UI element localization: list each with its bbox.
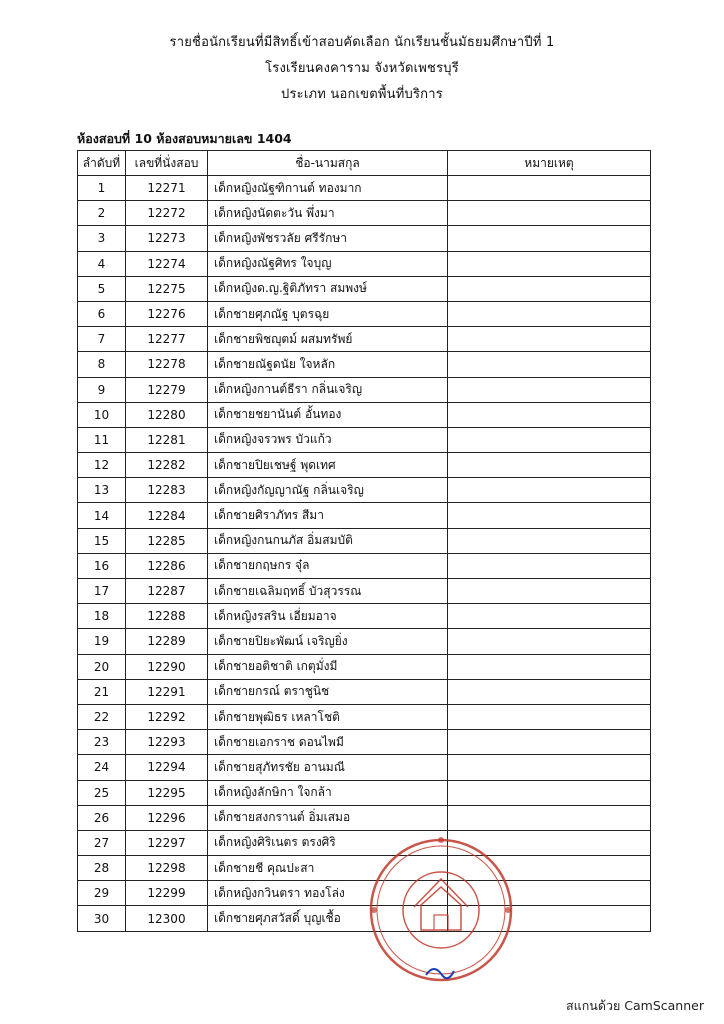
table-row (78, 251, 651, 276)
seat-number-cell: 12279 (126, 377, 208, 402)
seat-number-cell: 12272 (126, 201, 208, 226)
title-line-3: ประเภท นอกเขตพื้นที่บริการ (281, 87, 443, 102)
seat-number-cell: 12291 (126, 679, 208, 704)
row-number-cell: 3 (78, 226, 126, 251)
header-note: หมายเหตุ (448, 151, 651, 176)
table-row (78, 201, 651, 226)
note-cell (448, 276, 651, 301)
student-name-cell: เด็กชายศิราภัทร สีมา (208, 503, 448, 528)
note-cell (448, 176, 651, 201)
table-row (78, 755, 651, 780)
seat-number-cell: 12299 (126, 881, 208, 906)
seat-number-cell: 12278 (126, 352, 208, 377)
document-header (0, 30, 724, 108)
note-cell (448, 579, 651, 604)
seat-number-cell: 12285 (126, 528, 208, 553)
table-row (78, 730, 651, 755)
student-name-cell: เด็กชายศุภสวัสดิ์ บุญเชื้อ (208, 906, 448, 931)
note-cell (448, 780, 651, 805)
header-name: ชื่อ-นามสกุล (208, 151, 448, 176)
student-name-cell: เด็กชายณัฐดนัย ใจหลัก (208, 352, 448, 377)
student-name-cell: เด็กชายพุฒิธร เหลาโชติ (208, 704, 448, 729)
row-number-cell: 1 (78, 176, 126, 201)
note-cell (448, 352, 651, 377)
table-row (78, 301, 651, 326)
row-number-cell: 8 (78, 352, 126, 377)
note-cell (448, 604, 651, 629)
seat-number-cell: 12286 (126, 553, 208, 578)
row-number-cell: 28 (78, 856, 126, 881)
note-cell (448, 906, 651, 931)
seat-number-cell: 12284 (126, 503, 208, 528)
table-row (78, 503, 651, 528)
table-row (78, 528, 651, 553)
student-name-cell: เด็กชายสงกรานต์ อิ่มเสมอ (208, 805, 448, 830)
table-row (78, 553, 651, 578)
student-name-cell: เด็กหญิงกวินตรา ทองโล่ง (208, 881, 448, 906)
exam-room-label: ห้องสอบที่ 10 ห้องสอบหมายเลข 1404 (77, 131, 292, 146)
student-name-cell: เด็กชายชี คุณปะสา (208, 856, 448, 881)
row-number-cell: 4 (78, 251, 126, 276)
row-number-cell: 24 (78, 755, 126, 780)
note-cell (448, 805, 651, 830)
row-number-cell: 18 (78, 604, 126, 629)
note-cell (448, 327, 651, 352)
row-number-cell: 19 (78, 629, 126, 654)
note-cell (448, 301, 651, 326)
note-cell (448, 377, 651, 402)
student-name-cell: เด็กชายพิชญุตม์ ผสมทรัพย์ (208, 327, 448, 352)
seat-number-cell: 12289 (126, 629, 208, 654)
student-name-cell: เด็กหญิงศิริเนตร ตรงศิริ (208, 830, 448, 855)
table-row (78, 704, 651, 729)
note-cell (448, 453, 651, 478)
table-header-row (78, 151, 651, 176)
note-cell (448, 528, 651, 553)
seat-number-cell: 12275 (126, 276, 208, 301)
note-cell (448, 427, 651, 452)
student-name-cell: เด็กชายกรณ์ ตราชูนิช (208, 679, 448, 704)
note-cell (448, 402, 651, 427)
table-row (78, 276, 651, 301)
student-name-cell: เด็กหญิงลักษิกา ใจกล้า (208, 780, 448, 805)
scanner-watermark: สแกนด้วย CamScanner (566, 998, 704, 1013)
seat-number-cell: 12287 (126, 579, 208, 604)
table-row (78, 679, 651, 704)
row-number-cell: 13 (78, 478, 126, 503)
seat-number-cell: 12282 (126, 453, 208, 478)
row-number-cell: 23 (78, 730, 126, 755)
student-name-cell: เด็กชายชยานันต์ อั้นทอง (208, 402, 448, 427)
row-number-cell: 22 (78, 704, 126, 729)
student-name-cell: เด็กหญิงนัดตะวัน พึ่งมา (208, 201, 448, 226)
row-number-cell: 15 (78, 528, 126, 553)
note-cell (448, 226, 651, 251)
student-name-cell: เด็กหญิงจรวพร บัวแก้ว (208, 427, 448, 452)
seat-number-cell: 12290 (126, 654, 208, 679)
note-cell (448, 503, 651, 528)
seat-number-cell: 12271 (126, 176, 208, 201)
note-cell (448, 201, 651, 226)
table-row (78, 881, 651, 906)
seat-number-cell: 12293 (126, 730, 208, 755)
table-row (78, 377, 651, 402)
table-row (78, 352, 651, 377)
row-number-cell: 6 (78, 301, 126, 326)
row-number-cell: 12 (78, 453, 126, 478)
seat-number-cell: 12295 (126, 780, 208, 805)
student-name-cell: เด็กหญิงกานต์ธีรา กลิ่นเจริญ (208, 377, 448, 402)
note-cell (448, 856, 651, 881)
row-number-cell: 26 (78, 805, 126, 830)
seat-number-cell: 12296 (126, 805, 208, 830)
table-row (78, 579, 651, 604)
table-row (78, 654, 651, 679)
note-cell (448, 251, 651, 276)
table-row (78, 830, 651, 855)
table-row (78, 906, 651, 931)
table-row (78, 176, 651, 201)
note-cell (448, 679, 651, 704)
seat-number-cell: 12281 (126, 427, 208, 452)
student-name-cell: เด็กหญิงด.ญ.ฐิติภัทรา สมพงษ์ (208, 276, 448, 301)
note-cell (448, 881, 651, 906)
table-row (78, 604, 651, 629)
row-number-cell: 29 (78, 881, 126, 906)
row-number-cell: 10 (78, 402, 126, 427)
note-cell (448, 730, 651, 755)
row-number-cell: 5 (78, 276, 126, 301)
student-name-cell: เด็กหญิงกัญญาณัฐ กลิ่นเจริญ (208, 478, 448, 503)
table-row (78, 805, 651, 830)
table-row (78, 478, 651, 503)
student-name-cell: เด็กหญิงณัฐฑิกานต์ ทองมาก (208, 176, 448, 201)
table-body (78, 176, 651, 932)
student-name-cell: เด็กหญิงรสริน เอี่ยมอาจ (208, 604, 448, 629)
row-number-cell: 9 (78, 377, 126, 402)
row-number-cell: 16 (78, 553, 126, 578)
note-cell (448, 704, 651, 729)
row-number-cell: 2 (78, 201, 126, 226)
header-no: ลำดับที่ (78, 151, 126, 176)
row-number-cell: 11 (78, 427, 126, 452)
note-cell (448, 629, 651, 654)
seat-number-cell: 12300 (126, 906, 208, 931)
row-number-cell: 27 (78, 830, 126, 855)
seat-number-cell: 12280 (126, 402, 208, 427)
student-name-cell: เด็กชายปิยเชษฐ์ พุดเทศ (208, 453, 448, 478)
seat-number-cell: 12292 (126, 704, 208, 729)
row-number-cell: 25 (78, 780, 126, 805)
student-name-cell: เด็กชายสุภัทรชัย อานมณี (208, 755, 448, 780)
seat-number-cell: 12274 (126, 251, 208, 276)
student-name-cell: เด็กหญิงณัฐศิทร ใจบุญ (208, 251, 448, 276)
table-row (78, 402, 651, 427)
note-cell (448, 755, 651, 780)
seat-number-cell: 12277 (126, 327, 208, 352)
table-row (78, 427, 651, 452)
table-row (78, 453, 651, 478)
note-cell (448, 553, 651, 578)
table-row (78, 629, 651, 654)
row-number-cell: 30 (78, 906, 126, 931)
seat-number-cell: 12297 (126, 830, 208, 855)
seat-number-cell: 12288 (126, 604, 208, 629)
table-row (78, 226, 651, 251)
student-table (77, 150, 651, 932)
student-name-cell: เด็กหญิงพัชรวลัย ศรีรักษา (208, 226, 448, 251)
student-name-cell: เด็กชายเฉลิมฤทธิ์ บัวสุวรรณ (208, 579, 448, 604)
seat-number-cell: 12298 (126, 856, 208, 881)
student-name-cell: เด็กชายศุภณัฐ บุตรฉุย (208, 301, 448, 326)
student-name-cell: เด็กหญิงกนกนภัส อิ่มสมบัติ (208, 528, 448, 553)
seat-number-cell: 12276 (126, 301, 208, 326)
row-number-cell: 17 (78, 579, 126, 604)
row-number-cell: 21 (78, 679, 126, 704)
row-number-cell: 14 (78, 503, 126, 528)
seat-number-cell: 12273 (126, 226, 208, 251)
row-number-cell: 7 (78, 327, 126, 352)
table-row (78, 780, 651, 805)
note-cell (448, 654, 651, 679)
student-name-cell: เด็กชายเอกราช ดอนไพมี (208, 730, 448, 755)
table-row (78, 856, 651, 881)
header-seat: เลขที่นั่งสอบ (126, 151, 208, 176)
student-name-cell: เด็กชายอติชาติ เกตุมั่งมี (208, 654, 448, 679)
row-number-cell: 20 (78, 654, 126, 679)
note-cell (448, 830, 651, 855)
seat-number-cell: 12283 (126, 478, 208, 503)
student-name-cell: เด็กชายปิยะพัฒน์ เจริญยิ่ง (208, 629, 448, 654)
seat-number-cell: 12294 (126, 755, 208, 780)
table-row (78, 327, 651, 352)
title-line-1: รายชื่อนักเรียนที่มีสิทธิ์เข้าสอบคัดเลือก นักเรียนชั้นมัธยมศึกษาปีที่ 1 (169, 35, 555, 50)
student-name-cell: เด็กชายกฤษกร จุ๋ล (208, 553, 448, 578)
title-line-2: โรงเรียนคงคาราม จังหวัดเพชรบุรี (265, 61, 459, 76)
note-cell (448, 478, 651, 503)
